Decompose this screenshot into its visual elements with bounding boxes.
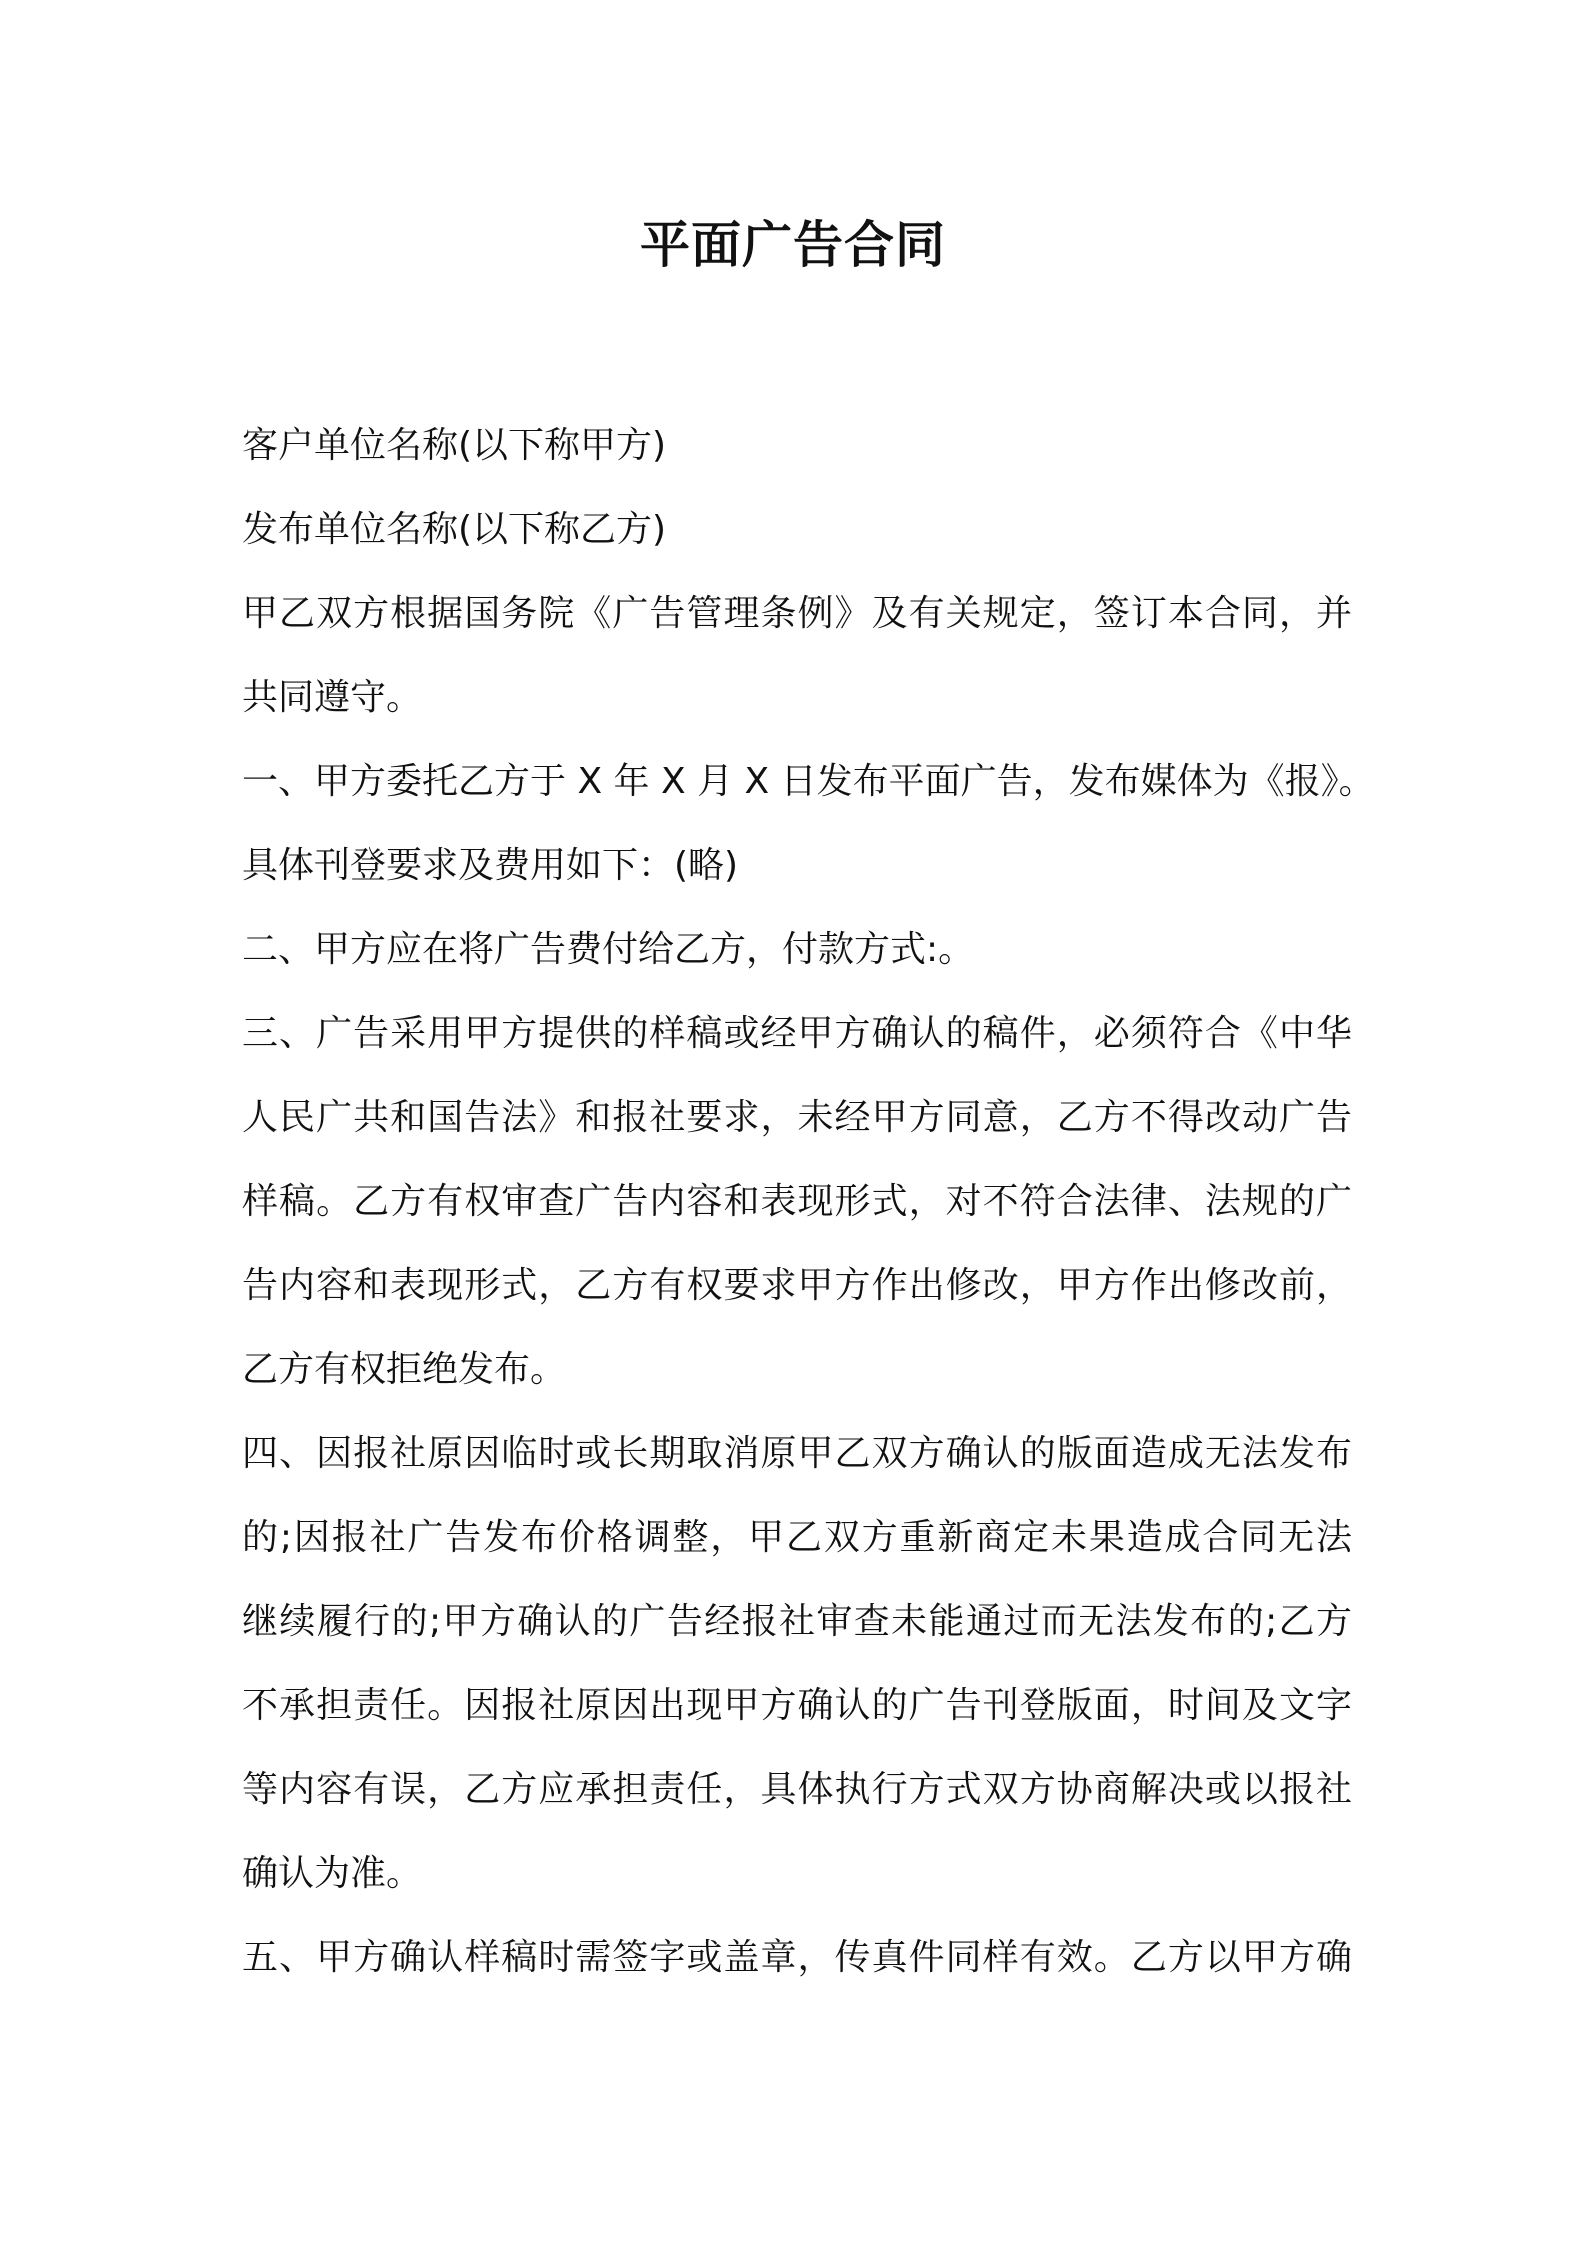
clause-3-line: 三、广告采用甲方提供的样稿或经甲方确认的稿件，必须符合《中华: [242, 1013, 1352, 1054]
document-body: [242, 404, 1375, 2000]
clause-3-line: 告内容和表现形式，乙方有权要求甲方作出修改，甲方作出修改前，: [242, 1265, 1352, 1306]
clause-4-line: 等内容有误，乙方应承担责任，具体执行方式双方协商解决或以报社: [242, 1769, 1352, 1810]
clause-3-line: 样稿。乙方有权审查广告内容和表现形式，对不符合法律、法规的广: [242, 1181, 1352, 1222]
party-a-line: 客户单位名称(以下称甲方): [242, 425, 667, 466]
clause-5-line: 五、甲方确认样稿时需签字或盖章，传真件同样有效。乙方以甲方确: [242, 1937, 1352, 1978]
paragraph-line: 共同遵守。: [242, 677, 423, 718]
clause-4-line: 的;因报社广告发布价格调整，甲乙双方重新商定未果造成合同无法: [242, 1517, 1352, 1558]
clause-4-line: 确认为准。: [242, 1853, 423, 1894]
paragraph-line: 甲乙双方根据国务院《广告管理条例》及有关规定，签订本合同，并: [242, 593, 1352, 634]
clause-3-line: 乙方有权拒绝发布。: [242, 1349, 567, 1390]
clause-1-line: 具体刊登要求及费用如下：(略): [242, 845, 739, 886]
clause-3-line: 人民广共和国告法》和报社要求，未经甲方同意，乙方不得改动广告: [242, 1097, 1352, 1138]
clause-1-line: 一、甲方委托乙方于 X 年 X 月 X 日发布平面广告，发布媒体为《报》。: [242, 761, 1375, 802]
clause-4-line: 继续履行的;甲方确认的广告经报社审查未能通过而无法发布的;乙方: [242, 1601, 1352, 1642]
document-title: 平面广告合同: [640, 216, 946, 274]
party-b-line: 发布单位名称(以下称乙方): [242, 509, 667, 550]
clause-2-line: 二、甲方应在将广告费付给乙方，付款方式:。: [242, 929, 975, 970]
clause-4-line: 不承担责任。因报社原因出现甲方确认的广告刊登版面，时间及文字: [242, 1685, 1352, 1726]
clause-4-line: 四、因报社原因临时或长期取消原甲乙双方确认的版面造成无法发布: [242, 1433, 1352, 1474]
